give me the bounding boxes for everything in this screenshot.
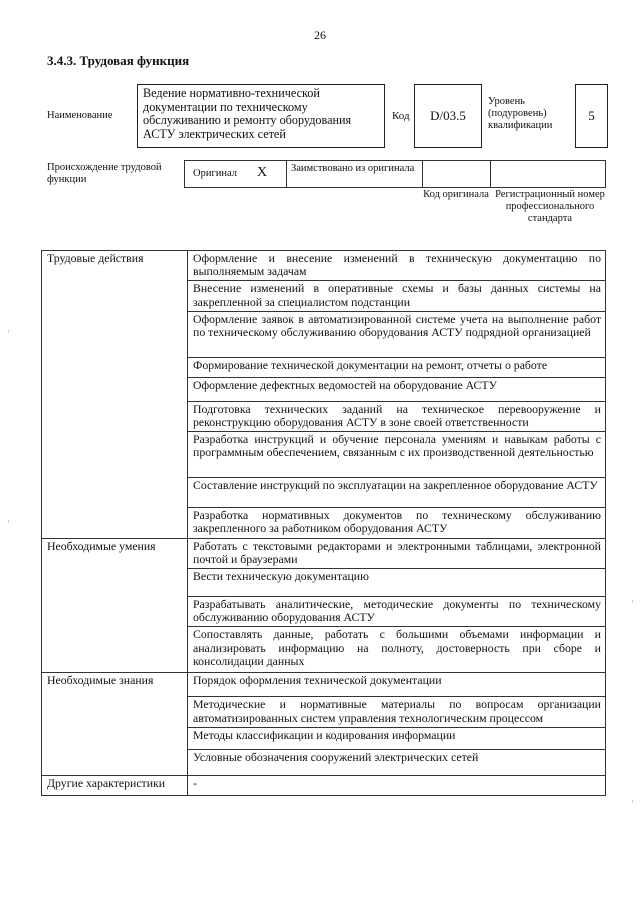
item-cell: Составление инструкций по эксплуатации на закрепленное оборудование АСТУ bbox=[188, 478, 606, 508]
reg-number-caption: Регистрационный номер профессионального стандарта bbox=[495, 189, 605, 224]
orig-code-cell bbox=[422, 160, 490, 188]
table-row bbox=[42, 538, 606, 568]
level-label: Уровень (подуровень) квалификации bbox=[488, 96, 553, 131]
item-cell: Оформление дефектных ведомостей на оборудование АСТУ bbox=[188, 377, 606, 401]
margin-tick bbox=[8, 520, 9, 523]
name-value: Ведение нормативно-технической документации по техническому обслуживанию и ремонту оборудования АСТУ электрических сетей bbox=[143, 86, 352, 141]
level-value: 5 bbox=[588, 108, 595, 123]
item-cell: Условные обозначения сооружений электрических сетей bbox=[188, 749, 606, 775]
code-label: Код bbox=[392, 110, 410, 122]
item-cell: Работать с текстовыми редакторами и электронными таблицами, электронной почтой и браузерами bbox=[188, 538, 606, 568]
item-cell: - bbox=[188, 775, 606, 795]
item-cell: Вести техническую документацию bbox=[188, 569, 606, 597]
level-value-box bbox=[575, 84, 608, 148]
margin-tick bbox=[632, 600, 633, 603]
borrowed-cell bbox=[286, 160, 422, 188]
table-row bbox=[42, 775, 606, 795]
item-cell: Методические и нормативные материалы по вопросам организации автоматизированных систем управления технологическим процессом bbox=[188, 697, 606, 727]
item-cell: Разработка инструкций и обучение персонала умениям и навыкам работы с программным обеспечением, связанным с их производственной деятельностью bbox=[188, 432, 606, 478]
name-label: Наименование bbox=[47, 110, 113, 121]
category-cell: Другие характеристики bbox=[42, 775, 188, 795]
item-cell: Подготовка технических заданий на техническое перевооружение и реконструкцию оборудования АСТУ в зоне своей ответственности bbox=[188, 401, 606, 431]
original-cell bbox=[184, 160, 286, 188]
item-cell: Порядок оформления технической документации bbox=[188, 673, 606, 697]
item-cell: Разработка нормативных документов по техническому обслуживанию закрепленного за работником оборудования АСТУ bbox=[188, 508, 606, 538]
name-value-box bbox=[137, 84, 385, 148]
margin-tick bbox=[632, 800, 633, 803]
category-cell: Трудовые действия bbox=[42, 251, 188, 539]
section-title: 3.4.3. Трудовая функция bbox=[47, 53, 190, 68]
table-row bbox=[42, 251, 606, 281]
margin-tick bbox=[8, 330, 9, 333]
item-cell: Сопоставлять данные, работать с большими объемами информации и анализировать информацию на полноту, достоверность при сборе и консолидации данных bbox=[188, 627, 606, 673]
original-label: Оригинал bbox=[193, 168, 237, 179]
item-cell: Оформление и внесение изменений в техническую документацию по выполняемым задачам bbox=[188, 251, 606, 281]
code-value: D/03.5 bbox=[430, 108, 466, 123]
code-value-box bbox=[414, 84, 482, 148]
table-row bbox=[42, 673, 606, 697]
item-cell: Методы классификации и кодирования информации bbox=[188, 727, 606, 749]
item-cell: Формирование технической документации на ремонт, отчеты о работе bbox=[188, 357, 606, 377]
borrowed-label: Заимствовано из оригинала bbox=[291, 163, 415, 174]
item-cell: Разрабатывать аналитические, методические документы по техническому обслуживанию оборудования АСТУ bbox=[188, 597, 606, 627]
labor-function-table bbox=[41, 250, 606, 796]
page-number: 26 bbox=[314, 28, 326, 42]
origin-label: Происхождение трудовой функции bbox=[47, 162, 162, 185]
category-cell: Необходимые знания bbox=[42, 673, 188, 775]
item-cell: Внесение изменений в оперативные схемы и базы данных системы на закрепленной за специалистом подстанции bbox=[188, 281, 606, 311]
original-mark: X bbox=[257, 165, 268, 180]
reg-number-cell bbox=[490, 160, 606, 188]
orig-code-caption: Код оригинала bbox=[423, 189, 489, 200]
category-cell: Необходимые умения bbox=[42, 538, 188, 673]
item-cell: Оформление заявок в автоматизированной системе учета на выполнение работ по техническому обслуживанию оборудования АСТУ подрядной организацией bbox=[188, 311, 606, 357]
